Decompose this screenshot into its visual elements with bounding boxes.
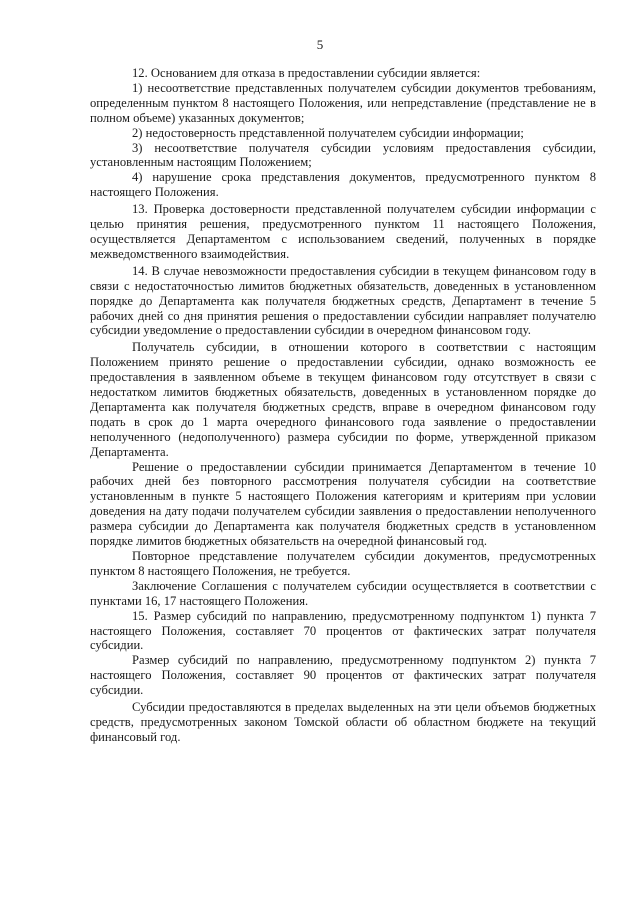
paragraph-15-size-2: Размер субсидий по направлению, предусмотренному подпунктом 2) пункта 7 настоящего Положения, составляет 90 процентов от фактических затрат получателя субсидии. [90,653,596,698]
paragraph-14-decision: Решение о предоставлении субсидии принимается Департаментом в течение 10 рабочих дней без повторного рассмотрения получателя субсидии на соответствие установленным в пункте 5 настоящего Положения категориям и критериям при условии доведения на дату подачи получателем субсидии заявления о предоставлении неполученного размера субсидии до Департамента как получателя бюджетных средств в установленном порядке лимитов бюджетных обязательств на очередной финансовый год. [90,459,596,549]
paragraph-14: 14. В случае невозможности предоставления субсидии в текущем финансовом году в связи с недостаточностью лимитов бюджетных обязательств, доведенных в установленном порядке до Департамента как получателя бюджетных средств, Департамент в течение 5 рабочих дней со дня принятия решения о предоставлении субсидии направляет получателю субсидии уведомление о предоставлении субсидии в очередном финансовом году. [90,263,596,338]
paragraph-14-recipient: Получатель субсидии, в отношении которого в соответствии с настоящим Положением принято решение о предоставлении субсидии, однако возможность ее предоставления в заявленном объеме в текущем финансовом году отсутствует в связи с недостатком лимитов бюджетных обязательств, доведенных в установленном порядке до Департамента как получателя бюджетных средств, вправе в очередном финансовом году подать в срок до 1 марта очередного финансового года заявление о предоставлении неполученного (недополученного) размера субсидии по форме, утвержденной приказом Департамента. [90,340,596,459]
paragraph-15-limits: Субсидии предоставляются в пределах выделенных на эти цели объемов бюджетных средств, предусмотренных законом Томской области об областном бюджете на текущий финансовый год. [90,700,596,744]
paragraph-14-agreement: Заключение Соглашения с получателем субсидии осуществляется в соответствии с пунктами 16, 17 настоящего Положения. [90,578,596,608]
page-number: 5 [316,37,324,52]
paragraph-12-intro: 12. Основанием для отказа в предоставлении субсидии является: [132,66,481,80]
paragraph-12-item-3: 3) несоответствие получателя субсидии условиям предоставления субсидии, установленным настоящим Положением; [90,140,596,170]
paragraph-12-item-2: 2) недостоверность представленной получателем субсидии информации; [132,125,524,140]
paragraph-12-item-1: 1) несоответствие представленных получателем субсидии документов требованиям, определенным пунктом 8 настоящего Положения, или непредставление (представление не в полном объеме) указанных документов; [90,80,596,125]
paragraph-12-item-4: 4) нарушение срока представления документов, предусмотренного пунктом 8 настоящего Положения. [90,170,596,200]
paragraph-15: 15. Размер субсидий по направлению, предусмотренному подпунктом 1) пункта 7 настоящего Положения, составляет 70 процентов от фактических затрат получателя субсидии. [90,608,596,653]
paragraph-14-resubmission: Повторное представление получателем субсидии документов, предусмотренных пунктом 8 настоящего Положения, не требуется. [90,549,596,578]
paragraph-13: 13. Проверка достоверности представленной получателем субсидии информации с целью принятия решения, предусмотренного пунктом 11 настоящего Положения, осуществляется Департаментом с использованием сведений, полученных в порядке межведомственного взаимодействия. [90,202,596,261]
document-body [90,66,596,745]
